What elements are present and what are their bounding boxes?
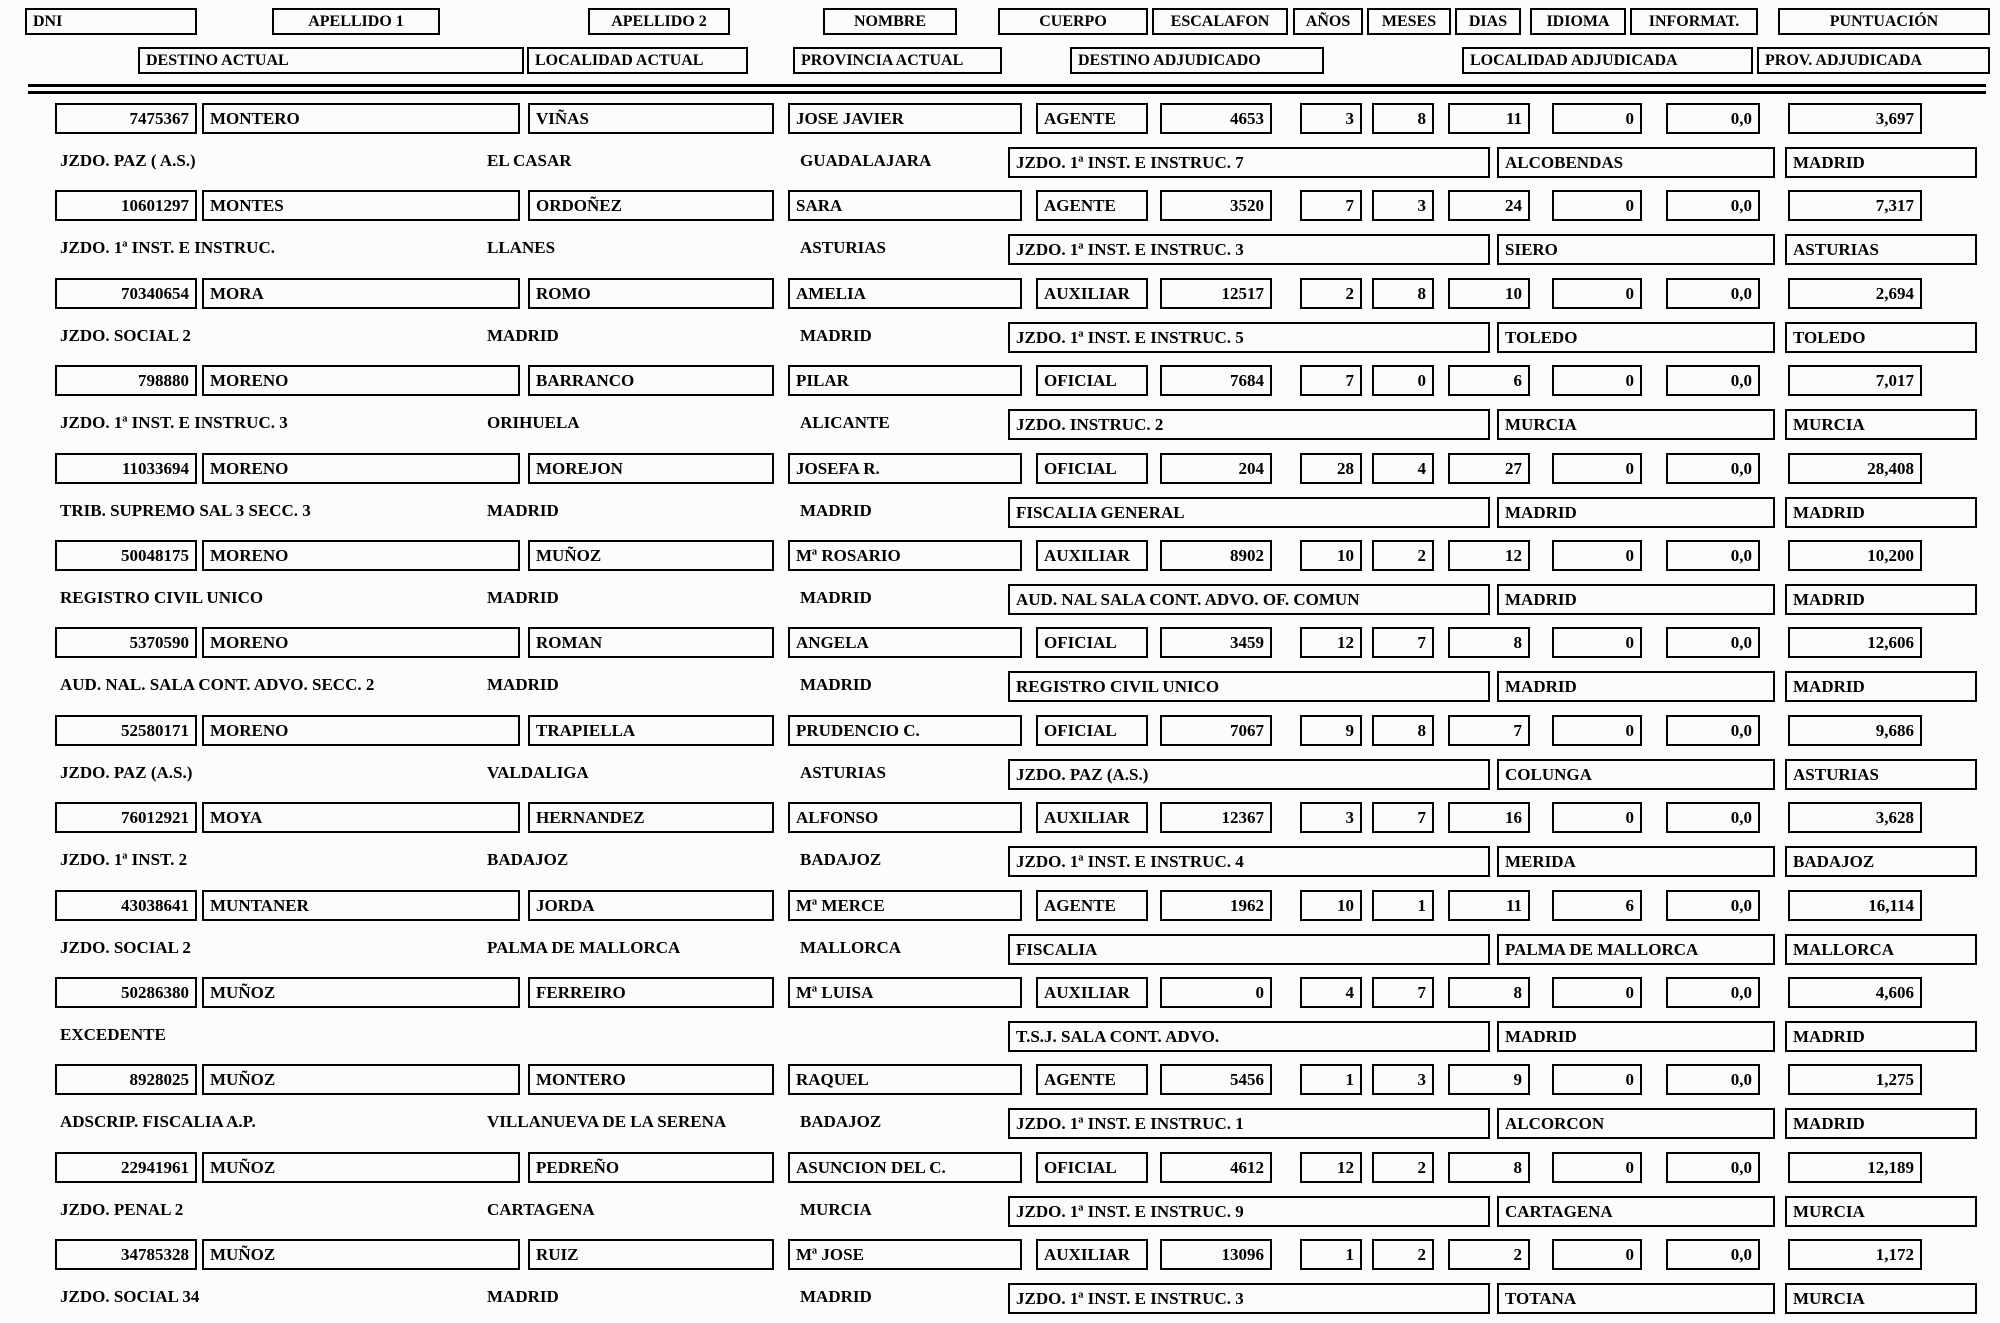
localidad-adjudicada-cell: ALCORCON [1497, 1108, 1775, 1139]
localidad-adjudicada-cell: SIERO [1497, 234, 1775, 265]
informat-cell: 0,0 [1666, 103, 1760, 134]
meses-cell: 2 [1372, 1152, 1434, 1183]
apellido1-cell: MONTERO [202, 103, 520, 134]
meses-cell: 8 [1372, 278, 1434, 309]
localidad-adjudicada-cell: MADRID [1497, 584, 1775, 615]
apellido1-cell: MORENO [202, 715, 520, 746]
localidad-adjudicada-cell: ALCOBENDAS [1497, 147, 1775, 178]
meses-cell: 3 [1372, 190, 1434, 221]
column-header-meses: MESES [1367, 8, 1451, 35]
destino-adjudicado-cell: JZDO. 1ª INST. E INSTRUC. 7 [1008, 147, 1490, 178]
nombre-cell: ANGELA [788, 627, 1022, 658]
idioma-cell: 0 [1552, 190, 1642, 221]
dni-cell: 5370590 [55, 627, 197, 658]
localidad-adjudicada-cell: PALMA DE MALLORCA [1497, 934, 1775, 965]
localidad-actual-cell: BADAJOZ [487, 850, 569, 869]
cuerpo-cell: AUXILIAR [1036, 540, 1148, 571]
informat-cell: 0,0 [1666, 802, 1760, 833]
dni-cell: 50048175 [55, 540, 197, 571]
dni-cell: 22941961 [55, 1152, 197, 1183]
escalafon-cell: 7684 [1160, 365, 1272, 396]
cuerpo-cell: OFICIAL [1036, 1152, 1148, 1183]
dias-cell: 6 [1448, 365, 1530, 396]
idioma-cell: 0 [1552, 103, 1642, 134]
idioma-cell: 0 [1552, 802, 1642, 833]
prov-adjudicada-cell: MALLORCA [1785, 934, 1977, 965]
escalafon-cell: 0 [1160, 977, 1272, 1008]
destino-adjudicado-cell: JZDO. 1ª INST. E INSTRUC. 3 [1008, 1283, 1490, 1314]
destino-adjudicado-cell: FISCALIA GENERAL [1008, 497, 1490, 528]
apellido2-cell: RUIZ [528, 1239, 774, 1270]
provincia-actual-cell: BADAJOZ [800, 850, 882, 869]
anos-cell: 10 [1300, 540, 1362, 571]
puntuacion-cell: 7,317 [1788, 190, 1922, 221]
destino-adjudicado-cell: JZDO. 1ª INST. E INSTRUC. 9 [1008, 1196, 1490, 1227]
dias-cell: 27 [1448, 453, 1530, 484]
cuerpo-cell: AUXILIAR [1036, 278, 1148, 309]
informat-cell: 0,0 [1666, 190, 1760, 221]
localidad-actual-cell: PALMA DE MALLORCA [487, 938, 681, 957]
escalafon-cell: 5456 [1160, 1064, 1272, 1095]
column-header-apellido2: APELLIDO 2 [588, 8, 730, 35]
nombre-cell: Mª ROSARIO [788, 540, 1022, 571]
dias-cell: 8 [1448, 1152, 1530, 1183]
localidad-adjudicada-cell: MADRID [1497, 497, 1775, 528]
anos-cell: 10 [1300, 890, 1362, 921]
localidad-actual-cell: VALDALIGA [487, 763, 589, 782]
dni-cell: 34785328 [55, 1239, 197, 1270]
destino-actual-cell: JZDO. PAZ (A.S.) [60, 763, 193, 782]
destino-actual-cell: TRIB. SUPREMO SAL 3 SECC. 3 [60, 501, 311, 520]
destino-adjudicado-cell: AUD. NAL SALA CONT. ADVO. OF. COMUN [1008, 584, 1490, 615]
destino-adjudicado-cell: JZDO. INSTRUC. 2 [1008, 409, 1490, 440]
localidad-adjudicada-cell: CARTAGENA [1497, 1196, 1775, 1227]
apellido2-cell: FERREIRO [528, 977, 774, 1008]
anos-cell: 2 [1300, 278, 1362, 309]
prov-adjudicada-cell: MADRID [1785, 584, 1977, 615]
escalafon-cell: 13096 [1160, 1239, 1272, 1270]
meses-cell: 7 [1372, 977, 1434, 1008]
destino-actual-cell: JZDO. SOCIAL 2 [60, 938, 191, 957]
column-header-dias: DIAS [1455, 8, 1521, 35]
localidad-actual-cell: LLANES [487, 238, 556, 257]
puntuacion-cell: 7,017 [1788, 365, 1922, 396]
escalafon-cell: 3459 [1160, 627, 1272, 658]
apellido2-cell: ORDOÑEZ [528, 190, 774, 221]
dias-cell: 8 [1448, 627, 1530, 658]
destino-actual-cell: JZDO. SOCIAL 34 [60, 1287, 200, 1306]
idioma-cell: 0 [1552, 453, 1642, 484]
nombre-cell: ALFONSO [788, 802, 1022, 833]
provincia-actual-cell: GUADALAJARA [800, 151, 932, 170]
dni-cell: 50286380 [55, 977, 197, 1008]
apellido2-cell: ROMAN [528, 627, 774, 658]
meses-cell: 1 [1372, 890, 1434, 921]
destino-actual-cell: AUD. NAL. SALA CONT. ADVO. SECC. 2 [60, 675, 375, 694]
puntuacion-cell: 2,694 [1788, 278, 1922, 309]
nombre-cell: AMELIA [788, 278, 1022, 309]
informat-cell: 0,0 [1666, 1239, 1760, 1270]
prov-adjudicada-cell: ASTURIAS [1785, 759, 1977, 790]
apellido1-cell: MONTES [202, 190, 520, 221]
provincia-actual-cell: MADRID [800, 588, 872, 607]
puntuacion-cell: 12,606 [1788, 627, 1922, 658]
anos-cell: 12 [1300, 1152, 1362, 1183]
cuerpo-cell: AGENTE [1036, 1064, 1148, 1095]
nombre-cell: JOSE JAVIER [788, 103, 1022, 134]
nombre-cell: PRUDENCIO C. [788, 715, 1022, 746]
column-header-escalafon: ESCALAFON [1152, 8, 1288, 35]
idioma-cell: 6 [1552, 890, 1642, 921]
destino-actual-cell: JZDO. 1ª INST. 2 [60, 850, 188, 869]
localidad-adjudicada-cell: MERIDA [1497, 846, 1775, 877]
dni-cell: 43038641 [55, 890, 197, 921]
meses-cell: 7 [1372, 802, 1434, 833]
destino-adjudicado-cell: JZDO. 1ª INST. E INSTRUC. 4 [1008, 846, 1490, 877]
anos-cell: 12 [1300, 627, 1362, 658]
puntuacion-cell: 3,628 [1788, 802, 1922, 833]
apellido2-cell: TRAPIELLA [528, 715, 774, 746]
header-separator-rule [28, 84, 1986, 94]
localidad-actual-cell: MADRID [487, 675, 559, 694]
escalafon-cell: 4612 [1160, 1152, 1272, 1183]
anos-cell: 4 [1300, 977, 1362, 1008]
dias-cell: 11 [1448, 890, 1530, 921]
cuerpo-cell: AUXILIAR [1036, 977, 1148, 1008]
prov-adjudicada-cell: MURCIA [1785, 409, 1977, 440]
idioma-cell: 0 [1552, 1064, 1642, 1095]
dni-cell: 7475367 [55, 103, 197, 134]
informat-cell: 0,0 [1666, 453, 1760, 484]
column-header-nombre: NOMBRE [823, 8, 957, 35]
anos-cell: 3 [1300, 103, 1362, 134]
apellido1-cell: MORENO [202, 453, 520, 484]
column-header-destino-actual: DESTINO ACTUAL [138, 47, 524, 74]
localidad-actual-cell: EL CASAR [487, 151, 572, 170]
destino-adjudicado-cell: REGISTRO CIVIL UNICO [1008, 671, 1490, 702]
localidad-adjudicada-cell: MURCIA [1497, 409, 1775, 440]
column-header-localidad-adjudicada: LOCALIDAD ADJUDICADA [1462, 47, 1753, 74]
apellido1-cell: MOYA [202, 802, 520, 833]
provincia-actual-cell: ALICANTE [800, 413, 890, 432]
cuerpo-cell: OFICIAL [1036, 365, 1148, 396]
column-header-localidad-actual: LOCALIDAD ACTUAL [527, 47, 748, 74]
escalafon-cell: 204 [1160, 453, 1272, 484]
provincia-actual-cell: BADAJOZ [800, 1112, 882, 1131]
apellido2-cell: BARRANCO [528, 365, 774, 396]
apellido1-cell: MUÑOZ [202, 1064, 520, 1095]
prov-adjudicada-cell: MADRID [1785, 671, 1977, 702]
dias-cell: 9 [1448, 1064, 1530, 1095]
prov-adjudicada-cell: MADRID [1785, 1108, 1977, 1139]
apellido1-cell: MUÑOZ [202, 977, 520, 1008]
dni-cell: 10601297 [55, 190, 197, 221]
dias-cell: 2 [1448, 1239, 1530, 1270]
nombre-cell: PILAR [788, 365, 1022, 396]
prov-adjudicada-cell: MADRID [1785, 497, 1977, 528]
informat-cell: 0,0 [1666, 1152, 1760, 1183]
localidad-actual-cell [487, 1021, 787, 1052]
puntuacion-cell: 16,114 [1788, 890, 1922, 921]
meses-cell: 3 [1372, 1064, 1434, 1095]
provincia-actual-cell: ASTURIAS [800, 238, 886, 257]
column-header-destino-adjudicado: DESTINO ADJUDICADO [1070, 47, 1324, 74]
apellido1-cell: MUÑOZ [202, 1152, 520, 1183]
escalafon-cell: 1962 [1160, 890, 1272, 921]
provincia-actual-cell: MADRID [800, 675, 872, 694]
destino-adjudicado-cell: JZDO. 1ª INST. E INSTRUC. 1 [1008, 1108, 1490, 1139]
prov-adjudicada-cell: MADRID [1785, 147, 1977, 178]
destino-actual-cell: ADSCRIP. FISCALIA A.P. [60, 1112, 256, 1131]
puntuacion-cell: 4,606 [1788, 977, 1922, 1008]
apellido2-cell: HERNANDEZ [528, 802, 774, 833]
cuerpo-cell: AUXILIAR [1036, 1239, 1148, 1270]
destino-actual-cell: JZDO. SOCIAL 2 [60, 326, 191, 345]
apellido2-cell: MONTERO [528, 1064, 774, 1095]
column-header-prov-adjudicada: PROV. ADJUDICADA [1757, 47, 1990, 74]
informat-cell: 0,0 [1666, 627, 1760, 658]
dni-cell: 798880 [55, 365, 197, 396]
cuerpo-cell: AUXILIAR [1036, 802, 1148, 833]
prov-adjudicada-cell: MURCIA [1785, 1283, 1977, 1314]
nombre-cell: RAQUEL [788, 1064, 1022, 1095]
dias-cell: 10 [1448, 278, 1530, 309]
prov-adjudicada-cell: ASTURIAS [1785, 234, 1977, 265]
apellido2-cell: MUÑOZ [528, 540, 774, 571]
provincia-actual-cell: MADRID [800, 326, 872, 345]
provincia-actual-cell: MURCIA [800, 1200, 872, 1219]
apellido2-cell: VIÑAS [528, 103, 774, 134]
localidad-actual-cell: MADRID [487, 501, 559, 520]
idioma-cell: 0 [1552, 1239, 1642, 1270]
meses-cell: 4 [1372, 453, 1434, 484]
dias-cell: 24 [1448, 190, 1530, 221]
prov-adjudicada-cell: TOLEDO [1785, 322, 1977, 353]
apellido2-cell: JORDA [528, 890, 774, 921]
destino-actual-cell: JZDO. 1ª INST. E INSTRUC. 3 [60, 413, 288, 432]
localidad-actual-cell: ORIHUELA [487, 413, 580, 432]
idioma-cell: 0 [1552, 715, 1642, 746]
localidad-adjudicada-cell: MADRID [1497, 671, 1775, 702]
apellido2-cell: PEDREÑO [528, 1152, 774, 1183]
escalafon-cell: 12517 [1160, 278, 1272, 309]
puntuacion-cell: 1,172 [1788, 1239, 1922, 1270]
column-header-anos: AÑOS [1293, 8, 1363, 35]
prov-adjudicada-cell: MURCIA [1785, 1196, 1977, 1227]
informat-cell: 0,0 [1666, 365, 1760, 396]
informat-cell: 0,0 [1666, 977, 1760, 1008]
escalafon-cell: 3520 [1160, 190, 1272, 221]
destino-adjudicado-cell: JZDO. PAZ (A.S.) [1008, 759, 1490, 790]
informat-cell: 0,0 [1666, 1064, 1760, 1095]
puntuacion-cell: 1,275 [1788, 1064, 1922, 1095]
apellido1-cell: MUNTANER [202, 890, 520, 921]
meses-cell: 0 [1372, 365, 1434, 396]
idioma-cell: 0 [1552, 365, 1642, 396]
destino-actual-cell: EXCEDENTE [60, 1025, 166, 1044]
puntuacion-cell: 9,686 [1788, 715, 1922, 746]
nombre-cell: Mª MERCE [788, 890, 1022, 921]
localidad-actual-cell: MADRID [487, 326, 559, 345]
idioma-cell: 0 [1552, 977, 1642, 1008]
provincia-actual-cell: ASTURIAS [800, 763, 886, 782]
nombre-cell: Mª LUISA [788, 977, 1022, 1008]
anos-cell: 28 [1300, 453, 1362, 484]
provincia-actual-cell: MADRID [800, 501, 872, 520]
destino-actual-cell: JZDO. 1ª INST. E INSTRUC. [60, 238, 275, 257]
anos-cell: 7 [1300, 365, 1362, 396]
dias-cell: 8 [1448, 977, 1530, 1008]
column-header-apellido1: APELLIDO 1 [272, 8, 440, 35]
destino-actual-cell: REGISTRO CIVIL UNICO [60, 588, 264, 607]
nombre-cell: JOSEFA R. [788, 453, 1022, 484]
destino-actual-cell: JZDO. PAZ ( A.S.) [60, 151, 196, 170]
informat-cell: 0,0 [1666, 890, 1760, 921]
apellido1-cell: MORENO [202, 365, 520, 396]
escalafon-cell: 7067 [1160, 715, 1272, 746]
dni-cell: 11033694 [55, 453, 197, 484]
cuerpo-cell: OFICIAL [1036, 627, 1148, 658]
localidad-adjudicada-cell: COLUNGA [1497, 759, 1775, 790]
dias-cell: 11 [1448, 103, 1530, 134]
apellido1-cell: MUÑOZ [202, 1239, 520, 1270]
anos-cell: 7 [1300, 190, 1362, 221]
destino-adjudicado-cell: JZDO. 1ª INST. E INSTRUC. 5 [1008, 322, 1490, 353]
localidad-actual-cell: MADRID [487, 588, 559, 607]
apellido1-cell: MORENO [202, 627, 520, 658]
meses-cell: 2 [1372, 1239, 1434, 1270]
column-header-cuerpo: CUERPO [998, 8, 1148, 35]
localidad-adjudicada-cell: TOLEDO [1497, 322, 1775, 353]
idioma-cell: 0 [1552, 627, 1642, 658]
meses-cell: 8 [1372, 103, 1434, 134]
cuerpo-cell: AGENTE [1036, 890, 1148, 921]
provincia-actual-cell: MALLORCA [800, 938, 902, 957]
apellido2-cell: MOREJON [528, 453, 774, 484]
informat-cell: 0,0 [1666, 540, 1760, 571]
apellido1-cell: MORENO [202, 540, 520, 571]
puntuacion-cell: 12,189 [1788, 1152, 1922, 1183]
destino-adjudicado-cell: JZDO. 1ª INST. E INSTRUC. 3 [1008, 234, 1490, 265]
column-header-provincia-actual: PROVINCIA ACTUAL [793, 47, 1002, 74]
cuerpo-cell: AGENTE [1036, 103, 1148, 134]
apellido1-cell: MORA [202, 278, 520, 309]
informat-cell: 0,0 [1666, 278, 1760, 309]
meses-cell: 8 [1372, 715, 1434, 746]
column-header-informat: INFORMAT. [1630, 8, 1758, 35]
prov-adjudicada-cell: MADRID [1785, 1021, 1977, 1052]
column-header-puntuacion: PUNTUACIÓN [1778, 8, 1990, 35]
column-header-idioma: IDIOMA [1530, 8, 1626, 35]
localidad-actual-cell: MADRID [487, 1287, 559, 1306]
dni-cell: 52580171 [55, 715, 197, 746]
puntuacion-cell: 10,200 [1788, 540, 1922, 571]
meses-cell: 7 [1372, 627, 1434, 658]
puntuacion-cell: 3,697 [1788, 103, 1922, 134]
nombre-cell: SARA [788, 190, 1022, 221]
nombre-cell: Mª JOSE [788, 1239, 1022, 1270]
localidad-actual-cell: CARTAGENA [487, 1200, 595, 1219]
apellido2-cell: ROMO [528, 278, 774, 309]
dias-cell: 7 [1448, 715, 1530, 746]
dias-cell: 16 [1448, 802, 1530, 833]
dni-cell: 8928025 [55, 1064, 197, 1095]
anos-cell: 1 [1300, 1239, 1362, 1270]
meses-cell: 2 [1372, 540, 1434, 571]
provincia-actual-cell [800, 1021, 1005, 1052]
idioma-cell: 0 [1552, 1152, 1642, 1183]
escalafon-cell: 12367 [1160, 802, 1272, 833]
escalafon-cell: 8902 [1160, 540, 1272, 571]
informat-cell: 0,0 [1666, 715, 1760, 746]
puntuacion-cell: 28,408 [1788, 453, 1922, 484]
cuerpo-cell: AGENTE [1036, 190, 1148, 221]
destino-actual-cell: JZDO. PENAL 2 [60, 1200, 184, 1219]
nombre-cell: ASUNCION DEL C. [788, 1152, 1022, 1183]
dni-cell: 76012921 [55, 802, 197, 833]
provincia-actual-cell: MADRID [800, 1287, 872, 1306]
idioma-cell: 0 [1552, 278, 1642, 309]
anos-cell: 1 [1300, 1064, 1362, 1095]
column-header-dni: DNI [25, 8, 197, 35]
localidad-adjudicada-cell: TOTANA [1497, 1283, 1775, 1314]
dias-cell: 12 [1448, 540, 1530, 571]
anos-cell: 3 [1300, 802, 1362, 833]
prov-adjudicada-cell: BADAJOZ [1785, 846, 1977, 877]
escalafon-cell: 4653 [1160, 103, 1272, 134]
localidad-actual-cell: VILLANUEVA DE LA SERENA [487, 1112, 727, 1131]
dni-cell: 70340654 [55, 278, 197, 309]
destino-adjudicado-cell: FISCALIA [1008, 934, 1490, 965]
cuerpo-cell: OFICIAL [1036, 453, 1148, 484]
destino-adjudicado-cell: T.S.J. SALA CONT. ADVO. [1008, 1021, 1490, 1052]
cuerpo-cell: OFICIAL [1036, 715, 1148, 746]
localidad-adjudicada-cell: MADRID [1497, 1021, 1775, 1052]
idioma-cell: 0 [1552, 540, 1642, 571]
anos-cell: 9 [1300, 715, 1362, 746]
